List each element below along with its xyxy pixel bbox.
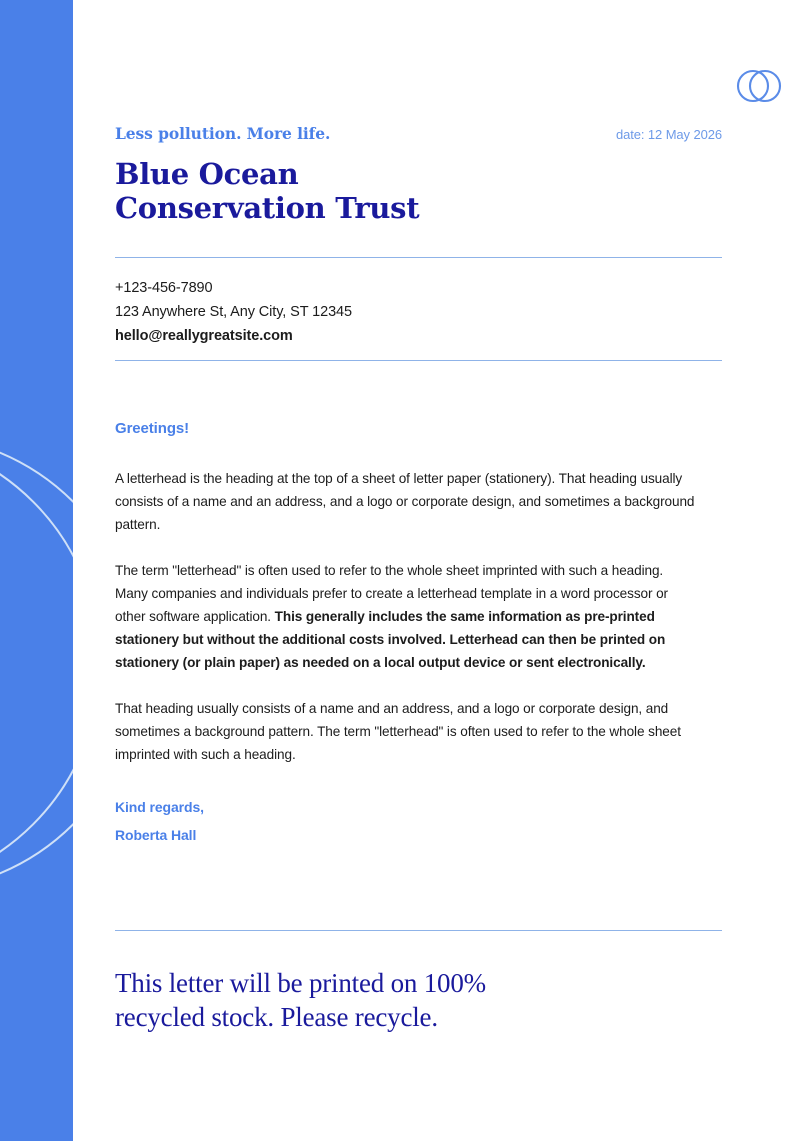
recycling-note bbox=[115, 966, 722, 1034]
decorative-side-band bbox=[0, 0, 73, 1141]
divider-above-contact bbox=[115, 257, 722, 258]
organization-name bbox=[115, 157, 722, 225]
contact-email[interactable]: hello@reallygreatsite.com bbox=[115, 328, 293, 344]
letter-body bbox=[115, 420, 695, 849]
paragraph-2-regular-run: The term "letterhead" is often used to refer to the whole sheet imprinted with such a heading. Many companies and individuals prefer to create a letterhead template in a word processor or other software application. bbox=[115, 563, 668, 624]
brand-tagline: Less pollution. More life. bbox=[115, 124, 331, 143]
divider-above-footer bbox=[115, 930, 722, 931]
divider-below-contact bbox=[115, 360, 722, 361]
recycling-note-line2: recycled stock. Please recycle. bbox=[115, 1002, 438, 1032]
tagline-row bbox=[115, 124, 722, 143]
letter-paragraph-1: A letterhead is the heading at the top of a sheet of letter paper (stationery). That heading usually consists of a name and an address, and a logo or corporate design, and sometimes a background pattern. bbox=[115, 471, 695, 532]
recycling-note-line1: This letter will be printed on 100% bbox=[115, 968, 486, 998]
contact-phone: +123-456-7890 bbox=[115, 280, 213, 296]
paragraph-2-bold-run: This generally includes the same information as pre-printed stationery but without the additional costs involved. Letterhead can then be printed on stationery (or plain paper) as needed on a local output device or sent electronically. bbox=[115, 609, 666, 670]
overlapping-circles-logo-icon bbox=[735, 62, 783, 110]
organization-name-line2: Conservation Trust bbox=[115, 191, 420, 225]
letter-paragraph-3: That heading usually consists of a name and an address, and a logo or corporate design, and sometimes a background pattern. The term "letterhead" is often used to refer to the whole sheet imprinted with such a heading. bbox=[115, 701, 681, 762]
contact-block bbox=[115, 276, 722, 348]
decorative-arcs bbox=[0, 0, 73, 1141]
signoff-sender-name: Roberta Hall bbox=[115, 827, 197, 843]
letter-signoff bbox=[115, 793, 695, 849]
letterhead-header bbox=[115, 124, 722, 225]
signoff-closing: Kind regards, bbox=[115, 799, 204, 815]
letter-paragraph-2 bbox=[115, 559, 695, 674]
letter-greeting: Greetings! bbox=[115, 420, 190, 437]
letter-date: date: 12 May 2026 bbox=[616, 127, 722, 142]
contact-address: 123 Anywhere St, Any City, ST 12345 bbox=[115, 304, 352, 320]
organization-name-line1: Blue Ocean bbox=[115, 157, 299, 191]
